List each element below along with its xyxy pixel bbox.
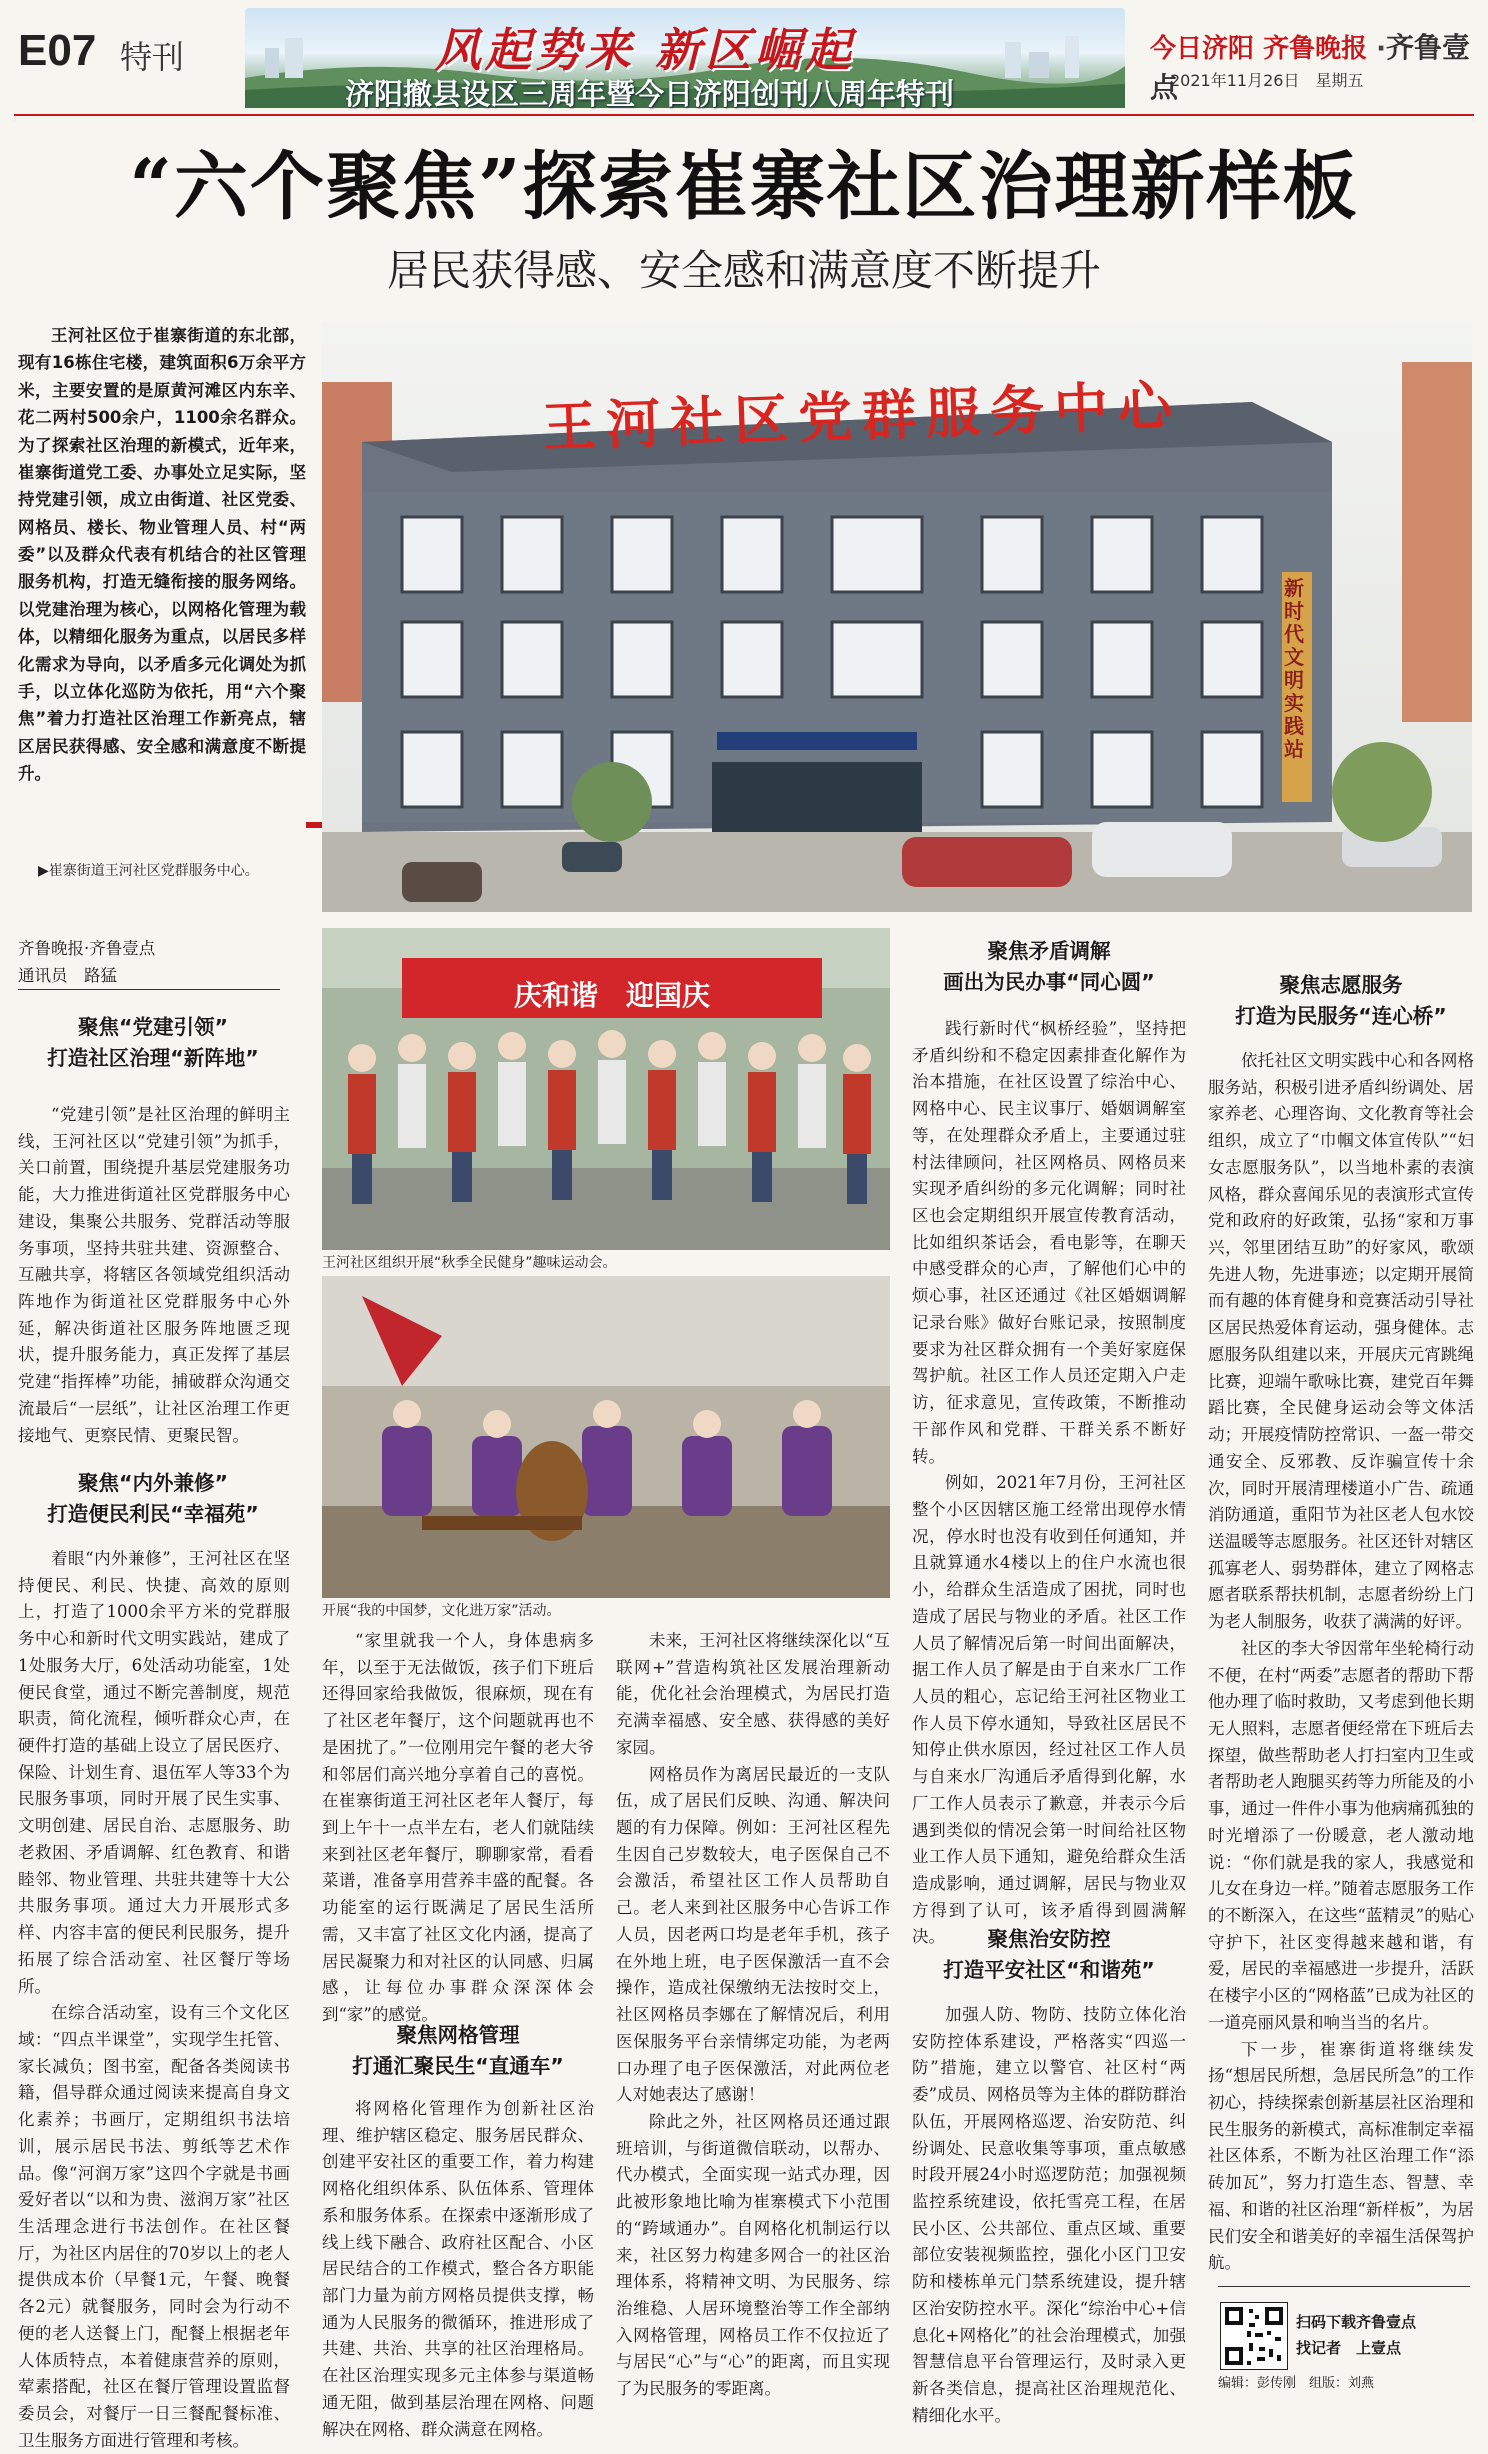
headline: “六个聚焦”探索崔寨社区治理新样板 [129,144,1359,230]
section-title-5 [912,1924,1186,1986]
paragraph: 加强人防、物防、技防立体化治安防控体系建设，严格落实“四巡一防”措施，建立以警官、社区村“两委”成员、网格员等为主体的群防群治队伍，开展网格巡逻、治安防范、纠纷调处、民意收集等事项，重点敏感时段开展24小时巡逻防范；加强视频监控系统建设，依托雪亮工程，在居民小区、公共部位、重点区域、重要部位安装视频监控，强化小区门卫安防和楼栋单元门禁系统建设，提升辖区治安防控水平。深化“综治中心+信息化+网格化”的社会治理模式，加强智慧信息平台管理运行，及时录入更新各类信息，提高社区治理规范化、精细化水平。 [912,2005,1186,2425]
column-2-text-a [322,1628,594,2029]
main-photo-caption: ▶崔寨街道王河社区党群服务中心。 [38,863,259,879]
header-banner [245,8,1125,111]
paragraph: 下一步，崔寨街道将继续发扬“想居民所想，急居民所急”的工作初心，持续探索创新基层社区治理和民生服务的新模式，高标准制定幸福社区体系，不断为社区治理工作“添砖加瓦”，努力打造生态、智慧、幸福、和谐的社区治理“新样板”，为居民们安全和谐美好的幸福生活保驾护航。 [1208,2039,1474,2273]
issue-date: 2021年11月26日 星期五 [1170,71,1364,90]
section-title-5-line2: 打造平安社区“和谐苑” [943,1957,1155,1982]
culture-event-illustration [322,1276,890,1598]
main-photo [322,322,1472,912]
paragraph: 网格员作为离居民最近的一支队伍，成了居民们反映、沟通、解决问题的有力保障。例如：王河社区程先生因自己岁数较大，电子医保自己不会激活，希望社区工作人员帮助自己。老人来到社区服务中心告诉工作人员，因老两口均是老年手机，孩子在外地上班，电子医保激活一直不会操作，造成社保缴纳无法按时交上，社区网格员李娜在了解情况后，利用医保服务平台亲情绑定功能，为老两口办理了电子医保激活，对此两位老人对她表达了感谢！ [616,1764,890,2105]
qr-promo-line1: 扫码下载齐鲁壹点 [1296,2313,1417,2331]
byline-outlet: 齐鲁晚报·齐鲁壹点 [18,939,156,958]
paragraph: 将网格化管理作为创新社区治理、维护辖区稳定、服务居民群众、创建平安社区的重要工作，着力构建网格化组织体系、队伍体系、管理体系和服务体系。在探索中逐渐形成了线上线下融合、政府社区配合、小区居民结合的工作模式，整合各方职能部门力量为前方网格员提供支撑，畅通为人民服务的微循环，推进形成了共建、共治、共享的社区治理格局。在社区治理实现多元主体参与渠道畅通无阻，做到基层治理在网格、问题解决在网格、群众满意在网格。 [322,2099,594,2439]
sports-photo-caption: 王河社区组织开展“秋季全民健身”趣味运动会。 [322,1255,617,1271]
column-5-text [1208,1048,1474,2278]
paper-suffix: 齐鲁壹点 [1150,31,1471,104]
qr-promo [1296,2310,1416,2361]
qr-code-icon [1221,2303,1287,2369]
byline [18,936,280,990]
building-sign: 王河社区党群服务中心 [541,373,1184,460]
event-banner-text: 庆和谐 迎国庆 [513,979,710,1012]
section-title-4 [912,936,1186,998]
section-title-2 [18,1468,288,1530]
paragraph: 例如，2021年7月份，王河社区整个小区因辖区施工经常出现停水情况，停水时也没有收到任何通知，并且就算通水4楼以上的住户水流也很小，给群众生活造成了困扰，同时也造成了居民与物业的矛盾。社区工作人员了解情况后第一时间出面解决，据工作人员了解是由于自来水厂工作人员的粗心，忘记给王河社区物业工作人员下停水通知，导致社区居民不知停止供水原因，经过社区工作人员与自来水厂沟通后矛盾得到化解，水厂工作人员表示了歉意，并表示今后遇到类似的情况会第一时间给社区物业工作人员下通知，避免给群众生活造成影响，通过调解，居民与物业双方得到了认可，该矛盾得到圆满解决。 [912,1473,1186,1947]
page-number: E07 [18,26,97,75]
column-2-text-b [322,2096,594,2439]
qr-promo-line2: 找记者 上壹点 [1296,2338,1402,2357]
paragraph: 在综合活动室，设有三个文化区域：“四点半课堂”，实现学生托管、家长减负；图书室，配备各类阅读书籍，倡导群众通过阅读来提高自身文化素养；书画厅，定期组织书法培训，展示居民书法、剪纸等艺术作品。像“河润万家”这四个字就是书画爱好者以“以和为贵、滋润万家”社区生活理念进行书法创作。在社区餐厅，为社区内居住的70岁以上的老人提供成本价（早餐1元，午餐、晚餐各2元）就餐服务，同时会为行动不便的老人送餐上门，配餐上根据老年人体质特点，本着健康营养的原则，荤素搭配，社区在餐厅管理设置监督委员会，对餐厅一日三餐配餐标准、卫生服务方面进行管理和考核。 [18,2003,290,2450]
section-title-3-line1: 聚焦网格管理 [396,2023,520,2047]
sports-event-photo [322,928,890,1250]
culture-photo-caption: 开展“我的中国梦，文化进万家”活动。 [322,1603,561,1619]
editor-credit: 编辑：彭传刚 组版：刘燕 [1218,2376,1375,2391]
byline-reporter: 通讯员 路猛 [18,963,280,991]
intro-paragraph: 王河社区位于崔寨街道的东北部，现有16栋住宅楼，建筑面积6万余平方米，主要安置的是原黄河滩区内东辛、花二两村500余户，1100余名群众。为了探索社区治理的新模式，近年来，崔寨街道党工委、办事处立足实际，坚持党建引领，成立由街道、社区党委、网格员、楼长、物业管理人员、村“两委”以及群众代表有机结合的社区管理服务机构，打造无缝衔接的服务网络。以党建治理为核心，以网格化管理为载体，以精细化服务为重点，以居民多样化需求为导向，以矛盾多元化调处为抓手，以立体化巡防为依托，用“六个聚焦”着力打造社区治理工作新亮点，辖区居民获得感、安全感和满意度不断提升。 [18,326,306,783]
red-accent-bar [306,822,322,828]
section-title-3 [322,2020,594,2082]
section-title-4-line2: 画出为民办事“同心圆” [943,969,1155,994]
section-title-2-line2: 打造便民利民“幸福苑” [47,1501,259,1526]
column-1-text-a [18,1102,290,1449]
column-4-text-b [912,2002,1186,2425]
paper-prefix: 今日济阳 [1150,34,1255,64]
paragraph: 社区的李大爷因常年坐轮椅行动不便，在村“两委”志愿者的帮助下帮他办理了临时救助，又考虑到他长期无人照料，志愿者便经常在下班后去探望，做些帮助老人打扫室内卫生或者帮助老人跑腿买药等力所能及的小事，通过一件件小事为他病痛孤独的时光增添了一份暖意，老人激动地说：“你们就是我的家人，我感觉和儿女在身边一样。”随着志愿服务工作的不断深入，在这些“蓝精灵”的贴心守护下，社区变得越来越和谐，有爱，居民的幸福感进一步提升，活跃在楼宇小区的“网格蓝”已成为社区的一道亮丽风景和响当当的名片。 [1208,1638,1474,2032]
section-title-6 [1208,970,1474,1032]
section-title-4-line1: 聚焦矛盾调解 [987,939,1111,963]
paper-masthead: 今日济阳 齐鲁晚报 ·齐鲁壹点 [1150,31,1471,104]
qr-code[interactable] [1220,2302,1288,2370]
paper-name: 齐鲁晚报 [1263,34,1368,64]
banner-subline: 济阳撤县设区三周年暨今日济阳创刊八周年特刊 [345,77,955,111]
section-title-1-line2: 打造社区治理“新阵地” [47,1045,259,1070]
subheadline: 居民获得感、安全感和满意度不断提升 [386,246,1101,295]
paragraph: 未来，王河社区将继续深化以“互联网+”营造构筑社区发展治理新动能，优化社会治理模式，为居民打造充满幸福感、安全感、获得感的美好家园。 [616,1631,890,1757]
column-1-text-b [18,1546,290,2450]
section-title-2-line1: 聚焦“内外兼修” [78,1471,228,1495]
section-title-1-line1: 聚焦“党建引领” [78,1015,228,1039]
section-title-6-line1: 聚焦志愿服务 [1279,973,1403,997]
section-title-5-line1: 聚焦治安防控 [987,1927,1111,1951]
section-title-6-line2: 打造为民服务“连心桥” [1235,1003,1447,1028]
paragraph: 践行新时代“枫桥经验”，坚持把矛盾纠纷和不稳定因素排查化解作为治本措施，在社区设置了综治中心、网格中心、民主议事厅、婚姻调解室等，在处理群众矛盾上，主要通过驻村法律顾问，社区网格员、网格员来实现矛盾纠纷的多元化调解；同时社区也会定期组织开展宣传教育活动，比如组织茶话会，看电影等，在聊天中感受群众的心声，了解他们心中的烦心事，社区还通过《社区婚姻调解记录台账》做好台账记录，按照制度要求为社区群众拥有一个美好家庭保驾护航。社区工作人员还定期入户走访，征求意见，宣传政策，不断推动干部作风和党群、干群关系不断好转。 [912,1019,1186,1466]
side-sign: 新时代文明实践站 [1284,576,1304,761]
paragraph: 着眼“内外兼修”，王河社区在坚持便民、利民、快捷、高效的原则上，打造了1000余平方米的党群服务中心和新时代文明实践站，建成了1处服务大厅，6处活动功能室，1处便民食堂，通过不断完善制度，规范职责，简化流程，倾听群众心声，在硬件打造的基础上设立了居民医疗、保险、计划生育、退伍军人等33个为民服务事项，同时开展了民生实事、文明创建、居民自治、志愿服务、助老救困、矛盾调解、红色教育、和谐睦邻、物业管理、共驻共建等十大公共服务事项。通过大力开展形式多样、内容丰富的便民利民服务，提升拓展了综合活动室、社区餐厅等场所。 [18,1549,290,1996]
footer-rule [1218,2286,1470,2287]
paragraph: “家里就我一个人，身体患病多年，以至于无法做饭，孩子们下班后还得回家给我做饭，很麻烦，现在有了社区老年餐厅，这个问题就再也不是困扰了。”一位刚用完午餐的老大爷和邻居们高兴地分享着自己的喜悦。在崔寨街道王河社区老年人餐厅，每到上午十一点半左右，老人们就陆续来到社区老年餐厅，聊聊家常，看看菜谱，准备享用营养丰盛的配餐。各功能室的运行既满足了居民生活所需，又丰富了社区文化内涵，提高了居民凝聚力和对社区的认同感、归属感，让每位办事群众深深体会到“家”的感觉。 [322,1631,594,2025]
section-label: 特刊 [120,38,185,76]
culture-event-photo [322,1276,890,1598]
banner-slogan: 风起势来 新区崛起 [435,23,856,77]
header-rule [14,114,1474,116]
section-title-1 [18,1012,288,1074]
column-3-text [616,1628,890,2399]
paragraph: 除此之外，社区网格员还通过跟班培训，与街道微信联动，以帮办、代办模式，全面实现一站式办理，因此被形象地比喻为崔寨模式下小范围的“跨域通办”。自网格化机制运行以来，社区努力构建多网合一的社区治理体系，将精神文明、为民服务、综治维稳、人居环境整治等工作全部纳入网格管理，网格员工作不仅拉近了与居民“心”与“心”的距离，而且实现了为民服务的零距离。 [616,2111,890,2399]
paragraph: 依托社区文明实践中心和各网格服务站，积极引进矛盾纠纷调处、居家养老、心理咨询、文化教育等社会组织，成立了“巾帼文体宣传队”“妇女志愿服务队”，以当地朴素的表演风格，群众喜闻乐见的表演形式宣传党和政府的好政策，弘扬“家和万事兴，邻里团结互助”的好家风，歌颂先进人物，先进事迹；以定期开展简而有趣的体育健身和竞赛活动引导社区居民热爱体育运动，强身健体。志愿服务队组建以来，开展庆元宵跳绳比赛，迎端午歌咏比赛，建党百年舞蹈比赛，全民健身运动会等文体活动；开展疫情防控常识、一盔一带交通安全、反邪教、反诈骗宣传十余次，同时开展清理楼道小广告、疏通消防通道，重阳节为社区老人包水饺送温暖等志愿服务。社区还针对辖区孤寡老人、弱势群体，建立了网格志愿者联系帮扶机制，志愿者纷纷上门为老人制服务，收获了满满的好评。 [1208,1051,1474,1632]
paragraph: “党建引领”是社区治理的鲜明主线，王河社区以“党建引领”为抓手，关口前置，围绕提升基层党建服务功能，大力推进街道社区党群服务中心建设，集聚公共服务、党群活动等服务事项，坚持共驻共建、资源整合、互融共享，将辖区各领域党组织活动阵地作为街道社区党群服务中心外延，解决街道社区服务阵地匮乏现状，提升服务能力，真正发挥了基层党建“指挥棒”功能，捕破群众沟通交流最后“一层纸”，让社区治理工作更接地气、更察民情、更聚民智。 [18,1105,290,1445]
section-title-3-line2: 打通汇聚民生“直通车” [352,2053,564,2078]
